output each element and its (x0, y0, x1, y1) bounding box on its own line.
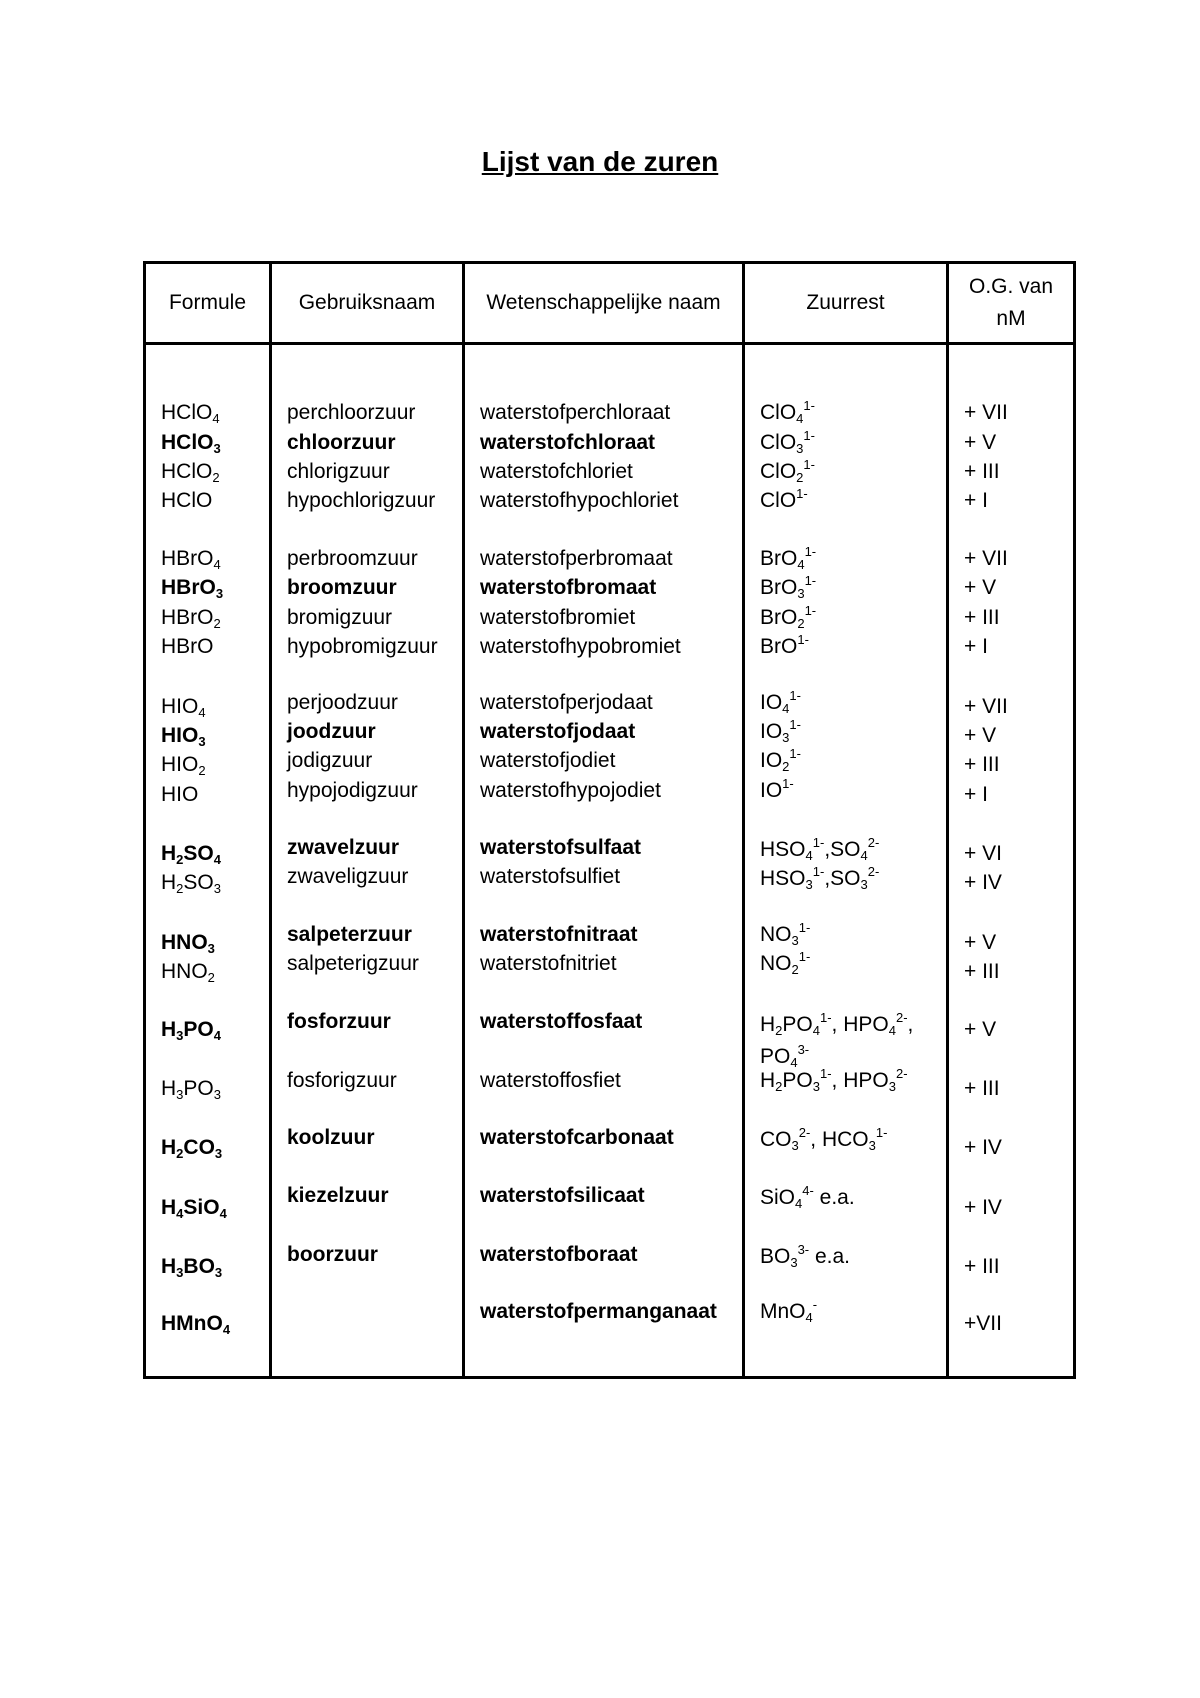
gebruiksnaam-cell: perchloorzuur (287, 401, 416, 424)
column-divider (742, 264, 745, 1376)
og-cell: + V (964, 931, 997, 954)
gebruiksnaam-cell: perjoodzuur (287, 691, 398, 714)
og-cell: + V (964, 431, 997, 454)
formula-cell: HMnO$_4$ (161, 1312, 231, 1337)
header-gebruiksnaam: Gebruiksnaam (298, 291, 436, 314)
gebruiksnaam-cell: chloorzuur (287, 431, 396, 454)
zuurrest-cell: $H_2PO_3^{1-}$, $HPO_3^{2-}$ (760, 1066, 908, 1094)
og-cell: + I (964, 489, 988, 512)
formula-cell: HClO$_3$ (161, 431, 221, 456)
page-title: Lijst van de zuren (481, 146, 719, 177)
column-divider (462, 264, 465, 1376)
zuurrest-cell: ClO$_2^{1-}$ (760, 457, 815, 485)
formula-cell: HIO (161, 783, 199, 806)
wetenschappelijke-naam-cell: waterstofhypojodiet (480, 779, 661, 802)
acids-table (143, 261, 1076, 1379)
og-cell: + IV (964, 1136, 1002, 1159)
og-cell: + V (964, 1018, 997, 1041)
wetenschappelijke-naam-cell: waterstofboraat (480, 1243, 638, 1266)
og-cell: + VII (964, 547, 1008, 570)
gebruiksnaam-cell: hypobromigzuur (287, 635, 438, 658)
zuurrest-cell: $BO_3^{3-}$ e.a. (760, 1242, 851, 1270)
og-cell: + III (964, 606, 1000, 629)
zuurrest-cell: $IO_4^{1-}$ (760, 688, 801, 716)
og-cell: + III (964, 1077, 1000, 1100)
formula-cell: $H_4SiO_4$ (161, 1196, 227, 1221)
wetenschappelijke-naam-cell: waterstofjodiet (480, 749, 616, 772)
wetenschappelijke-naam-cell: waterstofsilicaat (480, 1184, 645, 1207)
wetenschappelijke-naam-cell: waterstofperbromaat (480, 547, 673, 570)
wetenschappelijke-naam-cell: waterstofchloraat (480, 431, 656, 454)
header-wetenschappelijke-naam: Wetenschappelijke naam (486, 291, 721, 314)
zuurrest-cell: $NO_3^{1-}$ (760, 920, 811, 948)
gebruiksnaam-cell: zwavelzuur (287, 836, 400, 859)
gebruiksnaam-cell: perbroomzuur (287, 547, 418, 570)
wetenschappelijke-naam-cell: waterstoffosfiet (480, 1069, 621, 1092)
formula-cell: $HIO_2$ (161, 753, 206, 778)
gebruiksnaam-cell: salpeterzuur (287, 923, 412, 946)
formula-cell: HClO (161, 489, 213, 512)
gebruiksnaam-cell: kiezelzuur (287, 1184, 389, 1207)
og-cell: + V (964, 724, 997, 747)
zuurrest-cell: $IO_2^{1-}$ (760, 746, 801, 774)
og-cell: + IV (964, 871, 1002, 894)
formula-cell: HBrO$_3$ (161, 576, 224, 601)
zuurrest-cell: $H_2PO_4^{1-}$, $HPO_4^{2-}$, $PO_4^{3-}$ (760, 1010, 914, 1070)
formula-cell: $H_3PO_4$ (161, 1018, 221, 1043)
og-cell: + III (964, 1255, 1000, 1278)
gebruiksnaam-cell: hypojodigzuur (287, 779, 418, 802)
wetenschappelijke-naam-cell: waterstofpermanganaat (480, 1300, 717, 1323)
zuurrest-cell: MnO$_4$- (760, 1297, 818, 1325)
wetenschappelijke-naam-cell: waterstofsulfaat (480, 836, 642, 859)
og-cell: + III (964, 460, 1000, 483)
formula-cell: $HNO_3$ (161, 931, 215, 956)
wetenschappelijke-naam-cell: waterstofhypobromiet (480, 635, 681, 658)
gebruiksnaam-cell: fosforigzuur (287, 1069, 397, 1092)
og-cell: + IV (964, 1196, 1002, 1219)
zuurrest-cell: BrO$^{1-}$ (760, 632, 809, 658)
formula-cell: HBrO (161, 635, 214, 658)
zuurrest-cell: ClO$^{1-}$ (760, 486, 808, 512)
formula-cell: $HIO_4$ (161, 695, 206, 720)
header-divider (146, 342, 1073, 345)
wetenschappelijke-naam-cell: waterstofbromiet (480, 606, 636, 629)
column-divider (946, 264, 949, 1376)
zuurrest-cell: $IO^{1-}$ (760, 776, 794, 802)
formula-cell: HBrO$_4$ (161, 547, 221, 572)
zuurrest-cell: $CO_3^{2-}$, $HCO_3^{1-}$ (760, 1125, 888, 1153)
gebruiksnaam-cell: zwaveligzuur (287, 865, 409, 888)
og-cell: + VII (964, 695, 1008, 718)
zuurrest-cell: ClO$_4^{1-}$ (760, 398, 815, 426)
og-cell: + III (964, 753, 1000, 776)
og-cell: + VI (964, 842, 1002, 865)
formula-cell: $H_2SO_4$ (161, 842, 221, 867)
formula-cell: $HIO_3$ (161, 724, 206, 749)
gebruiksnaam-cell: chlorigzuur (287, 460, 390, 483)
zuurrest-cell: $HSO_3^{1-},SO_3^{2-}$ (760, 864, 880, 892)
zuurrest-cell: BrO$_3^{1-}$ (760, 573, 817, 601)
wetenschappelijke-naam-cell: waterstofnitraat (480, 923, 638, 946)
gebruiksnaam-cell: joodzuur (287, 720, 376, 743)
gebruiksnaam-cell: koolzuur (287, 1126, 375, 1149)
formula-cell: $H_3BO_3$ (161, 1255, 223, 1280)
formula-cell: $H_2CO_3$ (161, 1136, 223, 1161)
formula-cell: $HNO_2$ (161, 960, 215, 985)
og-cell: + I (964, 635, 988, 658)
wetenschappelijke-naam-cell: waterstofjodaat (480, 720, 636, 743)
zuurrest-cell: SiO$_4^{4-}$ e.a. (760, 1183, 855, 1211)
gebruiksnaam-cell: jodigzuur (287, 749, 373, 772)
header-og-line1: O.G. van (968, 275, 1054, 298)
header-og-line2: nM (996, 307, 1026, 330)
wetenschappelijke-naam-cell: waterstofperjodaat (480, 691, 653, 714)
og-cell: + V (964, 576, 997, 599)
og-cell: + III (964, 960, 1000, 983)
gebruiksnaam-cell: fosforzuur (287, 1010, 391, 1033)
wetenschappelijke-naam-cell: waterstofsulfiet (480, 865, 621, 888)
zuurrest-cell: $HSO_4^{1-},SO_4^{2-}$ (760, 835, 880, 863)
formula-cell: $H_3PO_3$ (161, 1077, 221, 1102)
og-cell: + VII (964, 401, 1008, 424)
zuurrest-cell: $NO_2^{1-}$ (760, 949, 811, 977)
zuurrest-cell: ClO$_3^{1-}$ (760, 428, 815, 456)
gebruiksnaam-cell: broomzuur (287, 576, 397, 599)
wetenschappelijke-naam-cell: waterstofhypochloriet (480, 489, 679, 512)
formula-cell: HBrO$_2$ (161, 606, 221, 631)
header-formule: Formule (168, 291, 247, 314)
og-cell: +VII (964, 1312, 1002, 1335)
gebruiksnaam-cell: salpeterigzuur (287, 952, 419, 975)
formula-cell: HClO$_4$ (161, 401, 220, 426)
formula-cell: $H_2SO_3$ (161, 871, 221, 896)
og-cell: + I (964, 783, 988, 806)
zuurrest-cell: $IO_3^{1-}$ (760, 717, 801, 745)
wetenschappelijke-naam-cell: waterstoffosfaat (480, 1010, 643, 1033)
wetenschappelijke-naam-cell: waterstofcarbonaat (480, 1126, 674, 1149)
wetenschappelijke-naam-cell: waterstofbromaat (480, 576, 657, 599)
wetenschappelijke-naam-cell: waterstofnitriet (480, 952, 617, 975)
formula-cell: HClO$_2$ (161, 460, 220, 485)
zuurrest-cell: BrO$_2^{1-}$ (760, 603, 817, 631)
wetenschappelijke-naam-cell: waterstofchloriet (480, 460, 633, 483)
column-divider (269, 264, 272, 1376)
gebruiksnaam-cell: bromigzuur (287, 606, 393, 629)
gebruiksnaam-cell: boorzuur (287, 1243, 378, 1266)
header-og-van-nm (949, 264, 1073, 342)
gebruiksnaam-cell: hypochlorigzuur (287, 489, 436, 512)
zuurrest-cell: BrO$_4^{1-}$ (760, 544, 817, 572)
wetenschappelijke-naam-cell: waterstofperchloraat (480, 401, 671, 424)
header-zuurrest: Zuurrest (806, 291, 885, 314)
